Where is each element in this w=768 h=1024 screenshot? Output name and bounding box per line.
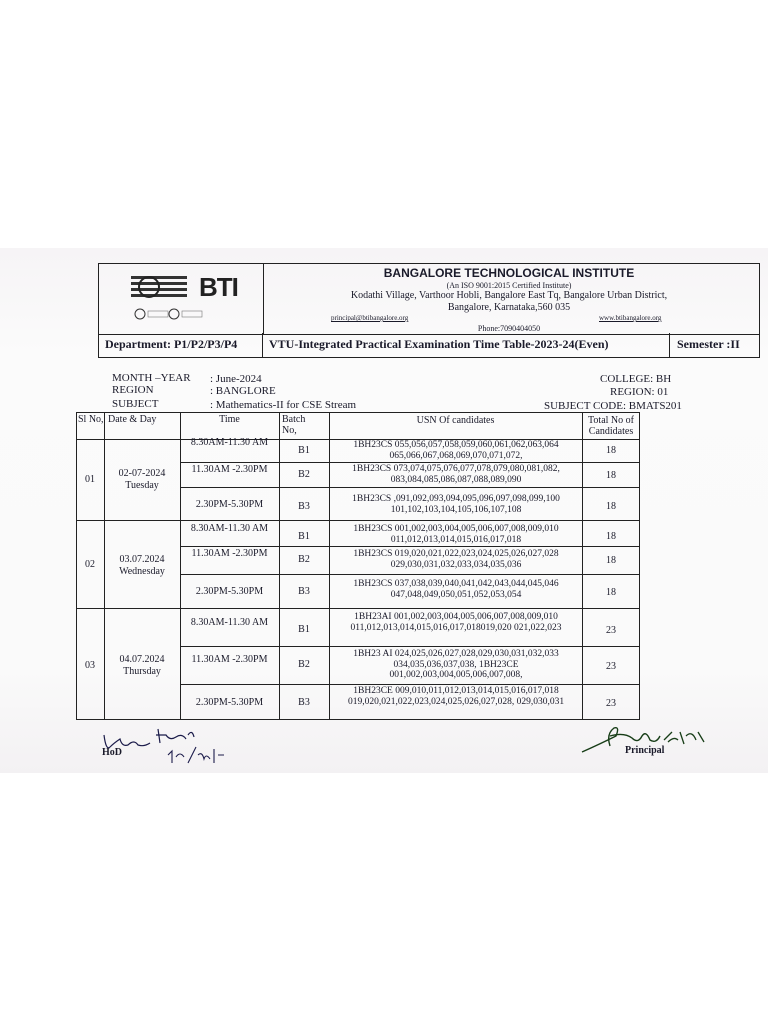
batch-number: B2	[298, 554, 310, 565]
usn-list: 1BH23AI 001,002,003,004,005,006,007,008,009,010 011,012,013,014,015,016,017,018019,020 021,022,023	[350, 612, 562, 633]
institute-header	[98, 263, 760, 335]
usn-list: 1BH23 AI 024,025,026,027,028,029,030,031,032,033 034,035,036,037,038, 1BH23CE 001,002,003,004,005,006,007,008,	[353, 649, 559, 680]
usn-list: 1BH23CS 055,056,057,058,059,060,061,062,063,064 065,066,067,068,069,070,071,072,	[353, 440, 559, 461]
region-label: REGION	[112, 384, 154, 396]
timetable	[76, 412, 640, 720]
department-label: Department: P1/P2/P3/P4	[105, 337, 238, 351]
institute-address	[269, 290, 749, 314]
exam-day: Thursday	[123, 666, 161, 677]
exam-day: Wednesday	[119, 566, 165, 577]
total-candidates: 18	[606, 445, 616, 456]
table-rule	[76, 608, 640, 609]
institute-website-link[interactable]: www.btibangalore.org	[599, 314, 662, 322]
sl-number: 01	[85, 474, 95, 485]
total-candidates: 23	[606, 698, 616, 709]
logo-box	[99, 264, 264, 334]
time-slot: 8.30AM-11.30 AM	[190, 437, 269, 448]
total-candidates: 23	[606, 625, 616, 636]
institute-phone: Phone:7090404050	[477, 324, 541, 333]
time-slot: 2.30PM-5.30PM	[195, 499, 264, 510]
table-rule	[76, 412, 640, 413]
table-rule	[329, 412, 330, 720]
principal-label: Principal	[625, 745, 665, 756]
total-candidates: 18	[606, 501, 616, 512]
table-rule	[76, 719, 640, 720]
usn-list: 1BH23CS 001,002,003,004,005,006,007,008,009,010 011,012,013,014,015,016,017,018	[353, 524, 559, 545]
subject-label: SUBJECT	[112, 398, 159, 410]
table-rule	[180, 684, 640, 685]
month-year-value: : June-2024	[210, 373, 262, 385]
institute-email-link[interactable]: principal@btibangalore.org	[331, 314, 409, 322]
college-code: COLLEGE: BH	[600, 373, 672, 385]
divider	[669, 333, 670, 357]
header-sl: Sl No,	[78, 414, 104, 425]
total-candidates: 18	[606, 531, 616, 542]
batch-number: B2	[298, 659, 310, 670]
exam-date: 02-07-2024	[118, 468, 166, 479]
institute-logo-icon	[129, 274, 189, 302]
divider	[262, 333, 263, 357]
logo-text: BTI	[199, 272, 238, 302]
region-value: : BANGLORE	[210, 385, 276, 397]
time-slot: 8.30AM-11.30 AM	[190, 617, 269, 628]
time-slot: 11.30AM -2.30PM	[191, 464, 268, 475]
document-title: VTU-Integrated Practical Examination Time Table-2023-24(Even)	[269, 337, 609, 351]
region-number: REGION: 01	[610, 386, 669, 398]
exam-day: Tuesday	[125, 480, 159, 491]
table-rule	[180, 462, 640, 463]
accreditation-badges-icon	[134, 308, 224, 320]
batch-number: B3	[298, 697, 310, 708]
usn-list: 1BH23CS ,091,092,093,094,095,096,097,098,099,100 101,102,103,104,105,106,107,108	[352, 494, 560, 515]
sl-number: 02	[85, 559, 95, 570]
total-candidates: 18	[606, 470, 616, 481]
exam-date: 04.07.2024	[119, 654, 165, 665]
hod-signature-icon	[100, 725, 230, 765]
batch-number: B3	[298, 586, 310, 597]
table-rule	[639, 412, 640, 720]
subject-value: : Mathematics-II for CSE Stream	[210, 399, 357, 411]
header-time: Time	[219, 414, 240, 425]
header-usn: USN Of candidates	[416, 415, 495, 426]
table-rule	[180, 646, 640, 647]
header-batch: Batch No,	[282, 414, 306, 436]
time-slot: 11.30AM -2.30PM	[191, 654, 268, 665]
title-row	[98, 333, 760, 358]
batch-number: B1	[298, 445, 310, 456]
time-slot: 8.30AM-11.30 AM	[190, 523, 269, 534]
address-line-1: Kodathi Village, Varthoor Hobli, Bangalore East Tq, Bangalore Urban District,	[350, 290, 668, 301]
table-rule	[180, 412, 181, 720]
batch-number: B1	[298, 531, 310, 542]
time-slot: 2.30PM-5.30PM	[195, 697, 264, 708]
table-rule	[180, 487, 640, 488]
hod-label: HoD	[102, 747, 122, 758]
time-slot: 2.30PM-5.30PM	[195, 586, 264, 597]
header-date: Date & Day	[108, 414, 157, 425]
header-total: Total No of Candidates	[588, 415, 634, 437]
month-year-label: MONTH –YEAR	[112, 372, 191, 384]
total-candidates: 18	[606, 555, 616, 566]
subject-code: SUBJECT CODE: BMATS201	[544, 400, 682, 412]
table-rule	[180, 574, 640, 575]
total-candidates: 18	[606, 587, 616, 598]
usn-list: 1BH23CS 037,038,039,040,041,042,043,044,045,046 047,048,049,050,051,052,053,054	[353, 579, 559, 600]
time-slot: 11.30AM -2.30PM	[191, 548, 268, 559]
batch-number: B3	[298, 501, 310, 512]
table-rule	[76, 520, 640, 521]
address-line-2: Bangalore, Karnataka,560 035	[447, 302, 571, 313]
semester-label: Semester :II	[677, 337, 740, 351]
sl-number: 03	[85, 660, 95, 671]
usn-list: 1BH23CS 019,020,021,022,023,024,025,026,027,028 029,030,031,032,033,034,035,036	[353, 549, 559, 570]
usn-list: 1BH23CE 009,010,011,012,013,014,015,016,017,018 019,020,021,022,023,024,025,026,027,028, 029,030,031	[347, 686, 565, 707]
table-rule	[180, 546, 640, 547]
usn-list: 1BH23CS 073,074,075,076,077,078,079,080,081,082, 083,084,085,086,087,088,089,090	[352, 464, 560, 485]
batch-number: B2	[298, 469, 310, 480]
exam-date: 03.07.2024	[119, 554, 165, 565]
table-rule	[582, 412, 583, 720]
table-rule	[279, 412, 280, 720]
total-candidates: 23	[606, 661, 616, 672]
batch-number: B1	[298, 624, 310, 635]
iso-certification: (An ISO 9001:2015 Certified Institute)	[446, 281, 572, 290]
institute-name: BANGALORE TECHNOLOGICAL INSTITUTE	[383, 266, 635, 280]
